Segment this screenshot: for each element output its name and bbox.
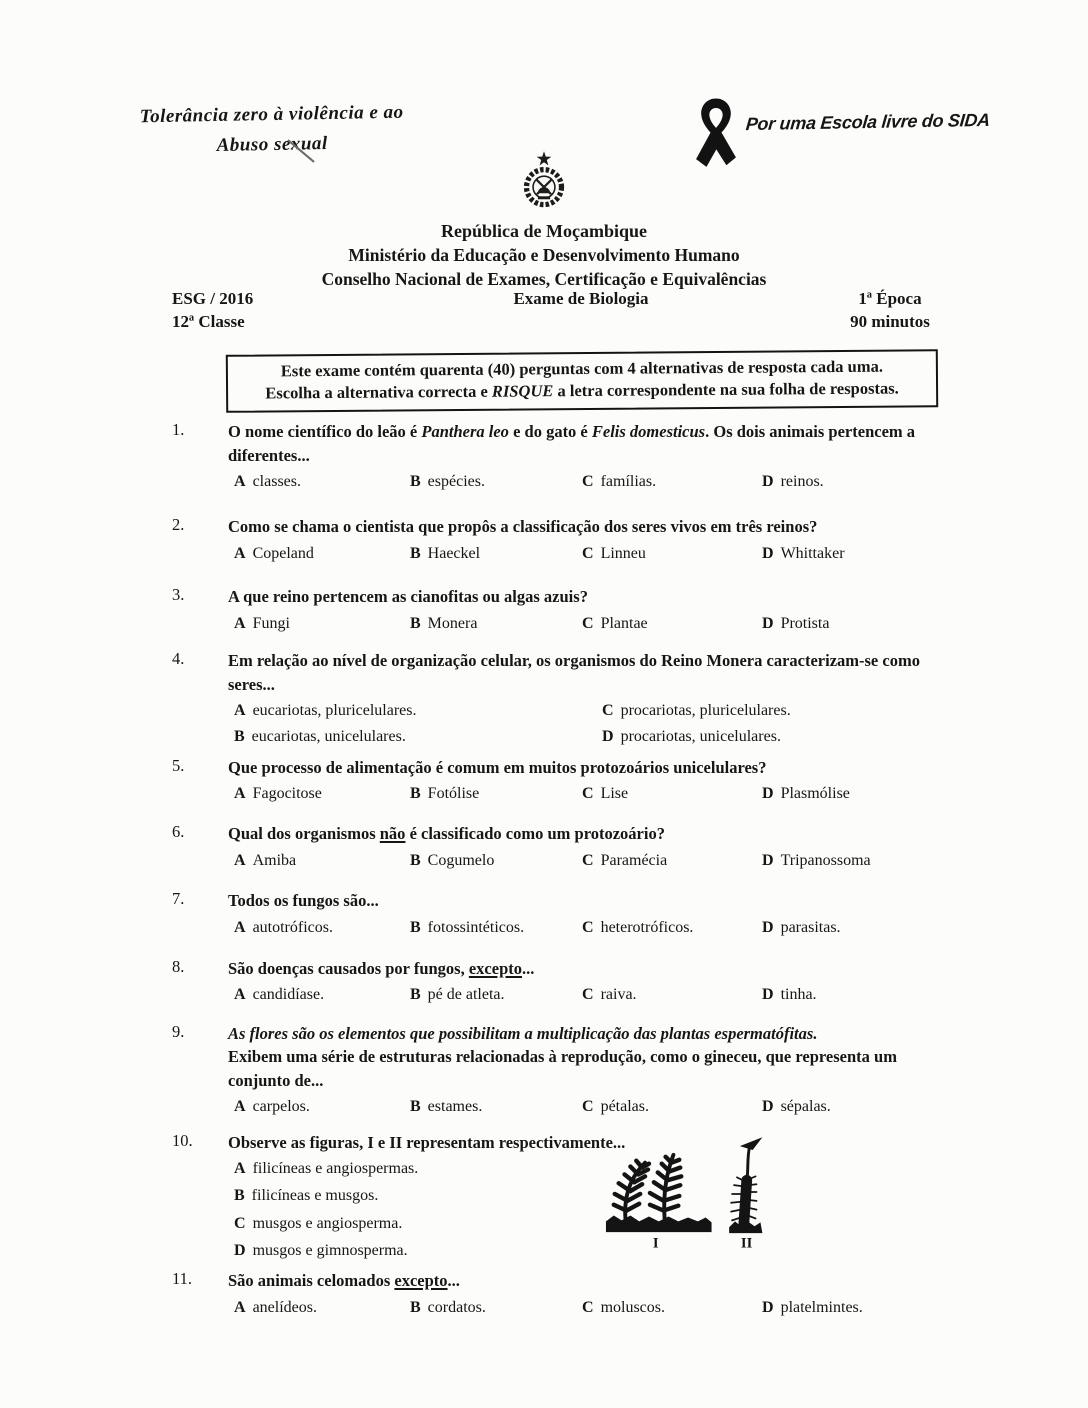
option-a: A Copeland [234,544,314,562]
exam-duration: 90 minutos [850,311,930,331]
exam-code: ESG / 2016 [172,289,254,308]
option-b: B espécies. [410,473,485,491]
question-6 [172,822,958,872]
question-text: Todos os fungos são... [228,891,379,911]
question-text: Como se chama o cientista que propôs a classificação dos seres vivos em três reinos? [228,517,818,537]
question-number: 3. [172,585,185,605]
options [228,849,958,872]
question-8 [172,957,958,1007]
option-b: B fotossintéticos. [410,918,525,936]
option-c: C procariotas, pluricelulares. [602,702,791,720]
options [228,1157,958,1262]
question-text: São doenças causados por fungos, excepto... [228,958,535,978]
options [228,782,958,805]
options [228,699,958,748]
question-text: Que processo de alimentação é comum em muitos protozoários unicelulares? [228,757,767,777]
mozambique-emblem-icon [516,150,572,212]
question-number: 6. [172,822,185,842]
option-d: D procariotas, unicelulares. [602,728,781,746]
option-c: C moluscos. [582,1298,666,1316]
question-number: 1. [172,420,185,439]
exam-meta [172,288,950,334]
option-d: D Whittaker [762,544,845,562]
question-text: São animais celomados excepto... [228,1270,460,1290]
options [228,916,958,939]
options [228,470,958,493]
option-b: B Fotólise [410,785,480,803]
option-a: A candidíase. [234,986,325,1004]
options [228,612,958,635]
risque-emphasis: RISQUE [491,381,554,401]
option-c: C Linneu [582,544,646,562]
option-b: B eucariotas, unicelulares. [234,728,406,746]
option-c: C heterotróficos. [582,918,694,936]
org-line-ministry: Ministério da Educação e Desenvolvimento Humano [348,245,740,265]
option-d: D reinos. [762,473,824,491]
instructions-line-1: Este exame contém quarenta (40) perguntas com 4 alternativas de resposta cada uma. [280,356,883,381]
option-a: A filicíneas e angiospermas. [234,1160,419,1178]
question-2 [172,515,958,565]
question-11 [172,1269,958,1319]
exam-epoch: 1ª Época [858,289,922,308]
question-text: As flores são os elementos que possibilitam a multiplicação das plantas espermatófitas. Exibem uma série de estruturas relacionadas à reprodução, como o gineceu, que representa um conjunto de... [228,1022,958,1093]
question-list [172,420,958,1319]
question-10 [172,1131,958,1266]
option-a: A autotróficos. [234,918,333,936]
option-c: C Paramécia [582,851,668,869]
option-c: C famílias. [582,473,657,491]
option-a: A classes. [234,473,301,491]
option-a: A eucariotas, pluricelulares. [234,702,417,720]
question-intro-italic: As flores são os elementos que possibilitam a multiplicação das plantas espermatófitas. [228,1023,818,1043]
options [228,1095,958,1118]
option-a: A Amiba [234,851,297,869]
option-b: B pé de atleta. [410,986,505,1004]
options [228,1296,958,1319]
option-d: D sépalas. [762,1098,831,1116]
org-line-country: República de Moçambique [440,221,647,241]
instructions-box [226,349,938,412]
option-c: C raiva. [582,986,637,1004]
question-number: 8. [172,956,185,976]
option-a: A carpelos. [234,1098,310,1116]
question-7 [172,889,958,939]
question-text: O nome científico do leão é Panthera leo e do gato é Felis domesticus. Os dois animais pertencem a diferentes... [228,422,916,465]
question-1 [172,420,958,493]
option-b: B filicíneas e musgos. [234,1187,379,1205]
option-b: B estames. [410,1098,483,1116]
exam-title: Exame de Biologia [513,289,649,308]
question-number: 11. [172,1268,193,1288]
aids-banner-label: Por uma Escola livre do SIDA [744,109,991,135]
question-4 [172,649,958,749]
option-d: D tinha. [762,986,817,1004]
option-b: B Haeckel [410,544,481,562]
option-d: D parasitas. [762,918,841,936]
options [228,542,958,565]
question-text: Observe as figuras, I e II representam respectivamente... [228,1132,626,1152]
question-text: A que reino pertencem as cianofitas ou algas azuis? [228,587,588,607]
question-9 [172,1022,958,1119]
figure-label-i: I [652,1235,659,1252]
option-c: C musgos e angiosperma. [234,1214,403,1232]
fern-moss-figure [604,1133,780,1253]
option-c: C Plantae [582,614,648,632]
question-number: 9. [172,1021,185,1041]
option-b: B Cogumelo [410,851,495,869]
question-5 [172,756,958,806]
question-number: 7. [172,889,185,909]
option-d: D musgos e gimnosperma. [234,1241,408,1259]
option-d: D Plasmólise [762,785,850,803]
instructions-line-2: Escolha a alternativa correcta e RISQUE a letra correspondente na sua folha de respostas. [265,378,899,403]
option-d: D Protista [762,614,830,632]
option-b: B cordatos. [410,1298,486,1316]
options [228,983,958,1006]
option-c: C Lise [582,785,629,803]
org-header [0,150,1088,290]
option-d: D Tripanossoma [762,851,871,869]
option-a: A Fungi [234,614,290,632]
figure-label-ii: II [740,1235,753,1252]
question-number: 2. [172,515,185,535]
option-c: C pétalas. [582,1098,649,1116]
option-b: B Monera [410,614,478,632]
question-text: Qual dos organismos não é classificado como um protozoário? [228,824,665,844]
option-a: A Fagocitose [234,785,322,803]
slogan-line-1: Tolerância zero à violência e ao [139,101,404,128]
option-a: A anelídeos. [234,1298,317,1316]
question-number: 4. [172,648,185,668]
question-3 [172,585,958,635]
option-d: D platelmintes. [762,1298,863,1316]
question-number: 5. [172,755,185,775]
question-number: 10. [172,1130,193,1150]
exam-grade: 12ª Classe [172,311,245,331]
slogan-line-2: Abuso sexual [216,133,328,156]
question-text: Em relação ao nível de organização celular, os organismos do Reino Monera caracterizam-se como seres... [228,650,920,694]
org-line-council: Conselho Nacional de Exames, Certificação e Equivalências [321,269,767,289]
